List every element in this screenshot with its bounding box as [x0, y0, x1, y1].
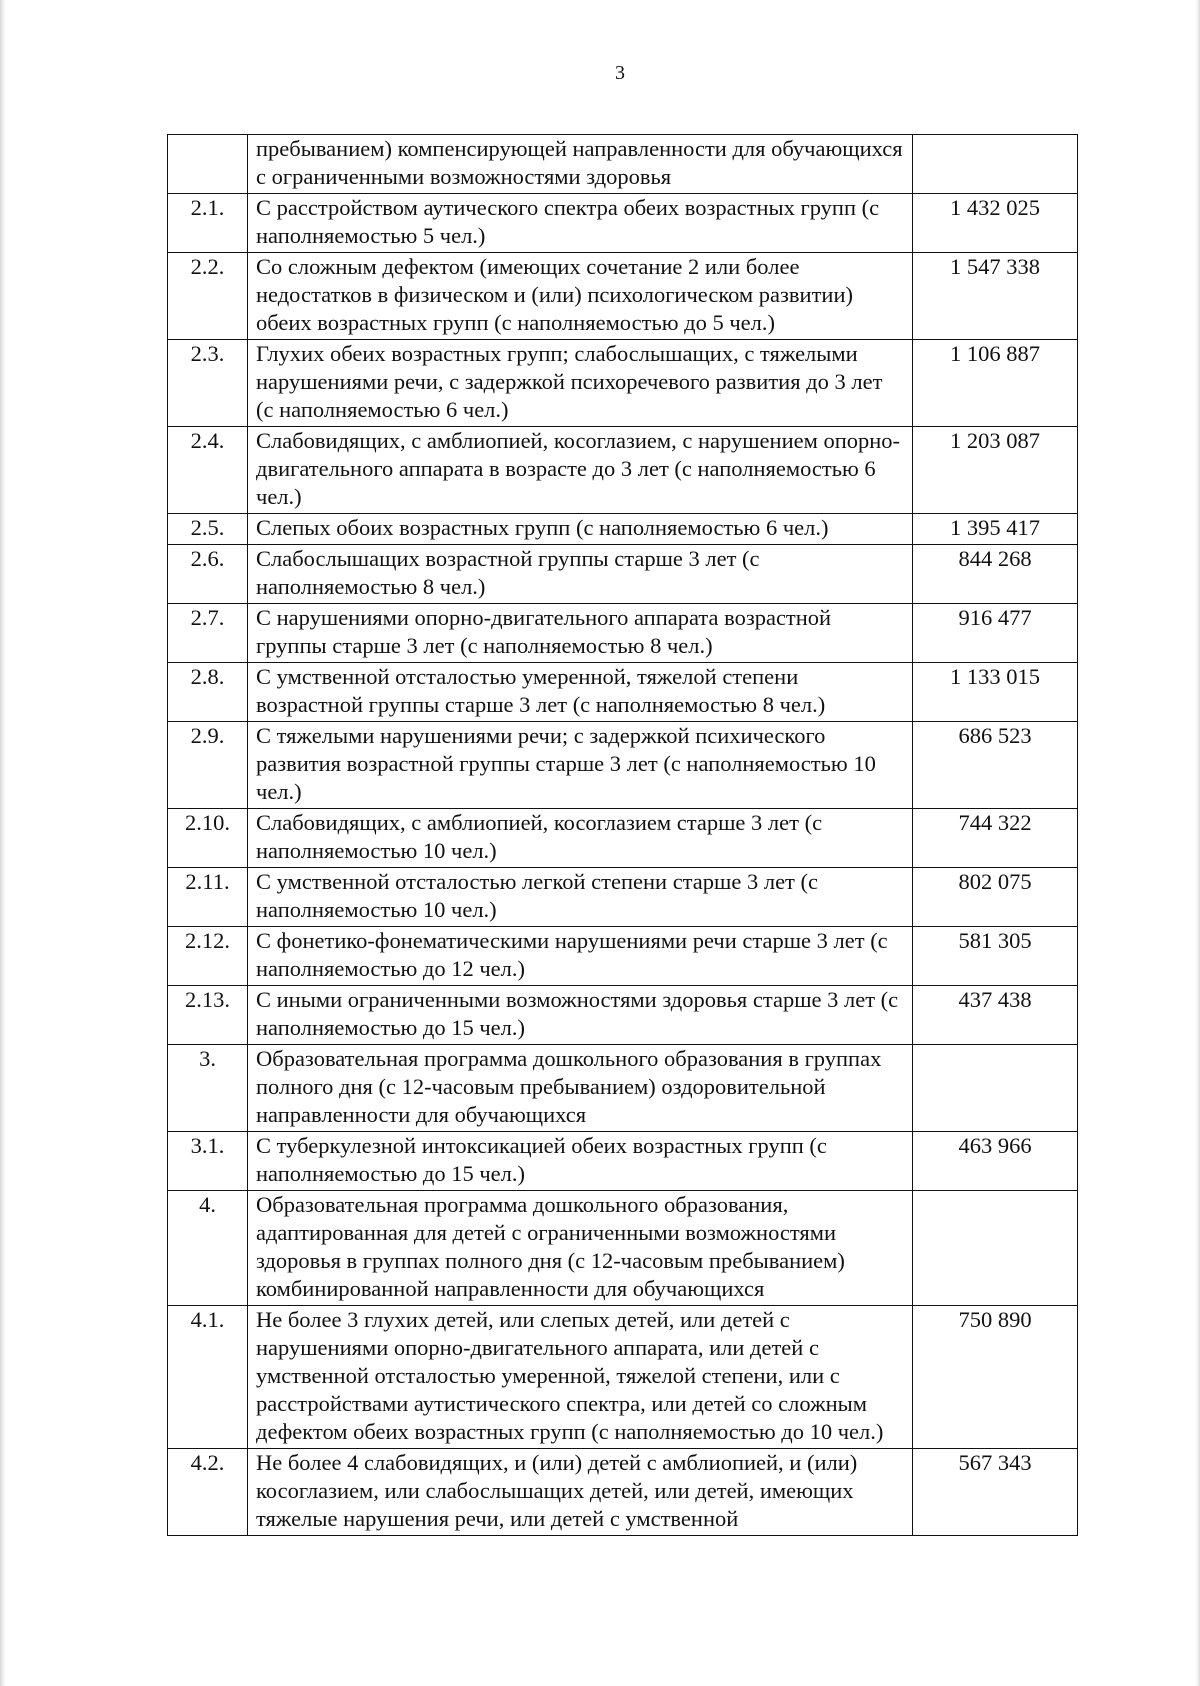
scan-edge-right	[1195, 0, 1200, 1686]
row-number: 2.8.	[168, 663, 248, 722]
row-number: 4.	[168, 1191, 248, 1306]
row-description: Не более 3 глухих детей, или слепых детей, или детей с нарушениями опорно-двигательного аппарата, или детей с умственной отсталостью умеренной, тяжелой степени, или с расстройствами аутистического спектра, или детей со сложным дефектом обеих возрастных групп (с наполняемостью до 10 чел.)	[248, 1306, 913, 1449]
table-row	[168, 253, 1078, 340]
row-description: Слабослышащих возрастной группы старше 3 лет (с наполняемостью 8 чел.)	[248, 545, 913, 604]
row-description: С иными ограниченными возможностями здоровья старше 3 лет (с наполняемостью до 15 чел.)	[248, 986, 913, 1045]
row-description: Образовательная программа дошкольного образования в группах полного дня (с 12-часовым пребыванием) оздоровительной направленности для обучающихся	[248, 1045, 913, 1132]
row-value: 567 343	[913, 1449, 1078, 1536]
table-row	[168, 809, 1078, 868]
row-description: С умственной отсталостью умеренной, тяжелой степени возрастной группы старше 3 лет (с наполняемостью 8 чел.)	[248, 663, 913, 722]
table-row	[168, 194, 1078, 253]
row-value: 581 305	[913, 927, 1078, 986]
row-number: 3.	[168, 1045, 248, 1132]
row-value: 916 477	[913, 604, 1078, 663]
row-number	[168, 135, 248, 194]
row-value: 686 523	[913, 722, 1078, 809]
row-number: 2.1.	[168, 194, 248, 253]
table-row	[168, 1045, 1078, 1132]
table-row	[168, 514, 1078, 545]
row-description: С расстройством аутического спектра обеих возрастных групп (с наполняемостью 5 чел.)	[248, 194, 913, 253]
table-row	[168, 722, 1078, 809]
row-value	[913, 1191, 1078, 1306]
table-row	[168, 868, 1078, 927]
row-value	[913, 135, 1078, 194]
table-row	[168, 1449, 1078, 1536]
row-description: Не более 4 слабовидящих, и (или) детей с амблиопией, и (или) косоглазием, или слабослышащих детей, или детей, имеющих тяжелые нарушения речи, или детей с умственной	[248, 1449, 913, 1536]
tariff-table	[167, 134, 1078, 1536]
row-value: 744 322	[913, 809, 1078, 868]
row-description: Слепых обоих возрастных групп (с наполняемостью 6 чел.)	[248, 514, 913, 545]
row-description: С фонетико-фонематическими нарушениями речи старше 3 лет (с наполняемостью до 12 чел.)	[248, 927, 913, 986]
row-number: 4.2.	[168, 1449, 248, 1536]
row-number: 2.10.	[168, 809, 248, 868]
row-number: 2.3.	[168, 340, 248, 427]
table-row	[168, 1306, 1078, 1449]
row-number: 2.2.	[168, 253, 248, 340]
table-row	[168, 663, 1078, 722]
row-description: С умственной отсталостью легкой степени старше 3 лет (с наполняемостью 10 чел.)	[248, 868, 913, 927]
row-value: 463 966	[913, 1132, 1078, 1191]
row-number: 3.1.	[168, 1132, 248, 1191]
row-description: Слабовидящих, с амблиопией, косоглазием, с нарушением опорно-двигательного аппарата в возрасте до 3 лет (с наполняемостью 6 чел.)	[248, 427, 913, 514]
row-description: Образовательная программа дошкольного образования, адаптированная для детей с ограниченными возможностями здоровья в группах полного дня (с 12-часовым пребыванием) комбинированной направленности для обучающихся	[248, 1191, 913, 1306]
row-value: 437 438	[913, 986, 1078, 1045]
table-row	[168, 427, 1078, 514]
table-row	[168, 1132, 1078, 1191]
row-number: 2.9.	[168, 722, 248, 809]
row-number: 2.12.	[168, 927, 248, 986]
table-row	[168, 135, 1078, 194]
row-value: 844 268	[913, 545, 1078, 604]
row-description: Глухих обеих возрастных групп; слабослышащих, с тяжелыми нарушениями речи, с задержкой психоречевого развития до 3 лет (с наполняемостью 6 чел.)	[248, 340, 913, 427]
row-description: С тяжелыми нарушениями речи; с задержкой психического развития возрастной группы старше 3 лет (с наполняемостью 10 чел.)	[248, 722, 913, 809]
row-value: 1 106 887	[913, 340, 1078, 427]
table-body	[168, 135, 1078, 1536]
row-number: 2.6.	[168, 545, 248, 604]
row-number: 2.13.	[168, 986, 248, 1045]
row-description: С нарушениями опорно-двигательного аппарата возрастной группы старше 3 лет (с наполняемостью 8 чел.)	[248, 604, 913, 663]
row-value: 1 547 338	[913, 253, 1078, 340]
row-value: 750 890	[913, 1306, 1078, 1449]
scan-edge-left	[0, 0, 6, 1686]
row-number: 2.11.	[168, 868, 248, 927]
table-row	[168, 986, 1078, 1045]
table-row	[168, 604, 1078, 663]
row-value: 1 133 015	[913, 663, 1078, 722]
row-value: 1 395 417	[913, 514, 1078, 545]
row-description: Слабовидящих, с амблиопией, косоглазием старше 3 лет (с наполняемостью 10 чел.)	[248, 809, 913, 868]
row-number: 2.7.	[168, 604, 248, 663]
row-description: С туберкулезной интоксикацией обеих возрастных групп (с наполняемостью до 15 чел.)	[248, 1132, 913, 1191]
row-value	[913, 1045, 1078, 1132]
row-value: 1 203 087	[913, 427, 1078, 514]
row-number: 2.4.	[168, 427, 248, 514]
row-description: пребыванием) компенсирующей направленности для обучающихся с ограниченными возможностями здоровья	[248, 135, 913, 194]
row-description: Со сложным дефектом (имеющих сочетание 2 или более недостатков в физическом и (или) психологическом развитии) обеих возрастных групп (с наполняемостью до 5 чел.)	[248, 253, 913, 340]
table-row	[168, 545, 1078, 604]
row-value: 1 432 025	[913, 194, 1078, 253]
row-number: 2.5.	[168, 514, 248, 545]
row-value: 802 075	[913, 868, 1078, 927]
row-number: 4.1.	[168, 1306, 248, 1449]
table-row	[168, 1191, 1078, 1306]
table-row	[168, 340, 1078, 427]
page-number: 3	[615, 62, 625, 84]
table-row	[168, 927, 1078, 986]
